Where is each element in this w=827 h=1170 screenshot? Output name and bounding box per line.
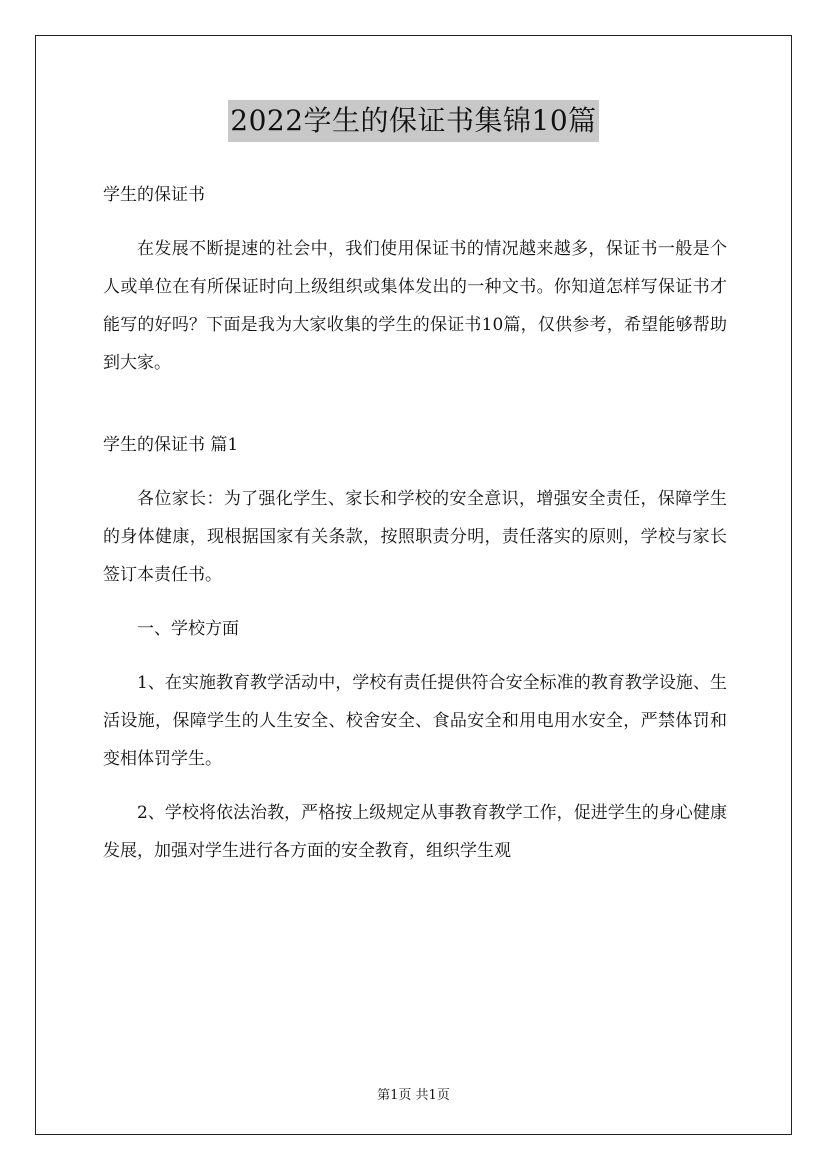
document-body xyxy=(103,176,727,870)
page-footer: 第1页 共1页 xyxy=(377,1088,450,1103)
section1-paragraph: 各位家长：为了强化学生、家长和学校的安全意识，增强安全责任，保障学生的身体健康，现根据国家有关条款，按照职责分明，责任落实的原则，学校与家长签订本责任书。 xyxy=(103,489,727,585)
section1-item-2: 2、学校将依法治教，严格按上级规定从事教育教学工作，促进学生的身心健康发展，加强对学生进行各方面的安全教育，组织学生观 xyxy=(103,803,727,861)
document-title: 2022学生的保证书集锦10篇 xyxy=(228,100,598,142)
section1-item-1: 1、在实施教育教学活动中，学校有责任提供符合安全标准的教育教学设施、生活设施，保障学生的人生安全、校舍安全、食品安全和用电用水安全，严禁体罚和变相体罚学生。 xyxy=(103,673,727,769)
section1-subheading: 一、学校方面 xyxy=(137,619,239,639)
intro-paragraph: 在发展不断提速的社会中，我们使用保证书的情况越来越多，保证书一般是个人或单位在有所保证时向上级组织或集体发出的一种文书。你知道怎样写保证书才能写的好吗？下面是我为大家收集的学生的保证书10篇，仅供参考，希望能够帮助到大家。 xyxy=(103,239,727,373)
intro-heading: 学生的保证书 xyxy=(103,185,205,205)
title-container xyxy=(0,100,827,142)
section1-heading: 学生的保证书 篇1 xyxy=(103,435,239,455)
